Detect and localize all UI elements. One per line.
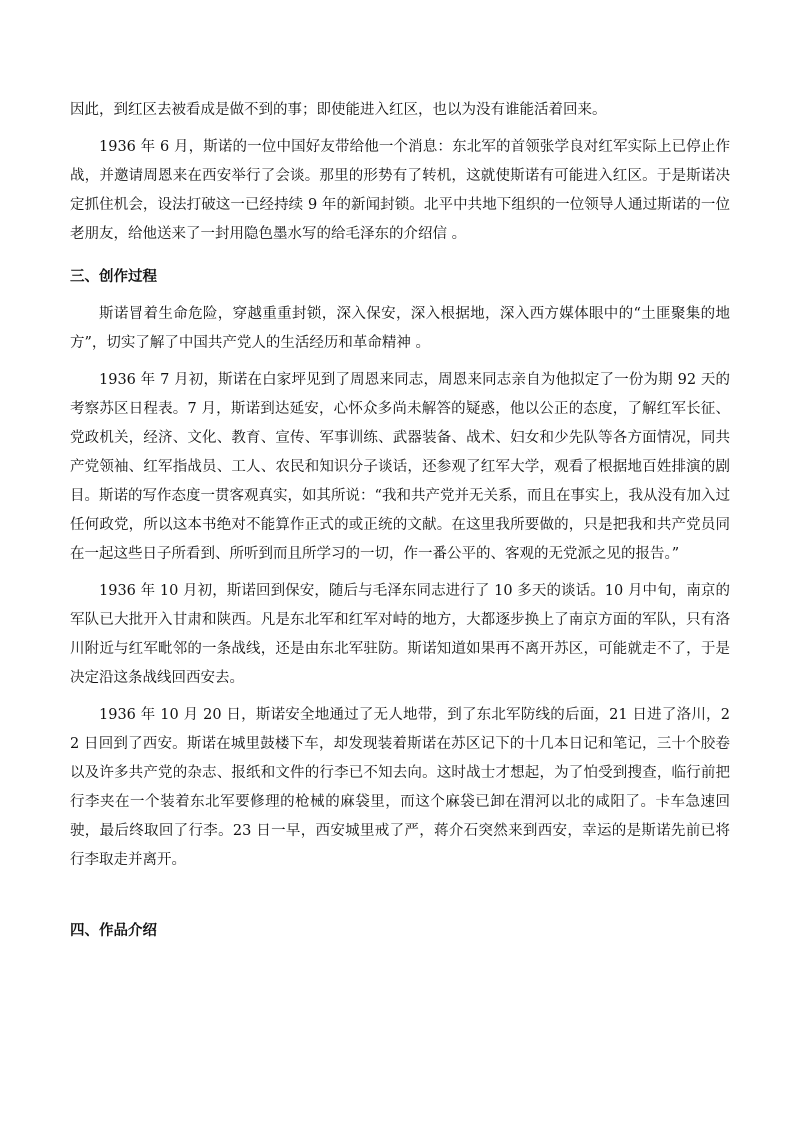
paragraph: 1936 年 10 月 20 日，斯诺安全地通过了无人地带，到了东北军防线的后面，21 日进了洛川，22 日回到了西安。斯诺在城里鼓楼下车，却发现装着斯诺在苏区记下的十几本日记和笔记，三十个胶卷以及许多共产党的杂志、报纸和文件的行李已不知去向。这时战士才想起，为了怕受到搜查，临行前把行李夹在一个装着东北军要修理的枪械的麻袋里，而这个麻袋已卸在渭河以北的咸阳了。卡车急速回驶，最后终取回了行李。23 日一早，西安城里戒了严，蒋介石突然来到西安，幸运的是斯诺先前已将行李取走并离开。 — [70, 707, 730, 868]
section-heading-creation-process: 三、创作过程 — [70, 269, 157, 285]
section-heading-work-introduction: 四、作品介绍 — [70, 923, 157, 939]
paragraph: 因此，到红区去被看成是做不到的事；即使能进入红区，也以为没有谁能活着回来。 — [70, 102, 607, 118]
document-body — [70, 96, 730, 946]
paragraph: 1936 年 7 月初，斯诺在白家坪见到了周恩来同志，周恩来同志亲自为他拟定了一份为期 92 天的考察苏区日程表。7 月，斯诺到达延安，心怀众多尚未解答的疑惑，他以公正的态度，了解红军长征、党政机关，经济、文化、教育、宣传、军事训练、武器装备、战术、妇女和少先队等各方面情况，同共产党领袖、红军指战员、工人、农民和知识分子谈话，还参观了红军大学，观看了根据地百姓排演的剧目。斯诺的写作态度一贯客观真实，如其所说：“我和共产党并无关系，而且在事实上，我从没有加入过任何政党，所以这本书绝对不能算作正式的或正统的文献。在这里我所要做的，只是把我和共产党员同在一起这些日子所看到、所听到而且所学习的一切，作一番公平的、客观的无党派之见的报告。” — [70, 372, 730, 562]
paragraph: 1936 年 6 月，斯诺的一位中国好友带给他一个消息：东北军的首领张学良对红军实际上已停止作战，并邀请周恩来在西安举行了会谈。那里的形势有了转机，这就使斯诺有可能进入红区。于是斯诺决定抓住机会，设法打破这一已经持续 9 年的新闻封锁。北平中共地下组织的一位领导人通过斯诺的一位老朋友，给他送来了一封用隐色墨水写的给毛泽东的介绍信 。 — [70, 139, 730, 242]
paragraph: 斯诺冒着生命危险，穿越重重封锁，深入保安，深入根据地，深入西方媒体眼中的“土匪聚集的地方”，切实了解了中国共产党人的生活经历和革命精神 。 — [70, 306, 730, 351]
paragraph: 1936 年 10 月初，斯诺回到保安，随后与毛泽东同志进行了 10 多天的谈话。10 月中旬，南京的军队已大批开入甘肃和陕西。凡是东北军和红军对峙的地方，大都逐步换上了南京方面的军队，只有洛川附近与红军毗邻的一条战线，还是由东北军驻防。斯诺知道如果再不离开苏区，可能就走不了，于是决定沿这条战线回西安去。 — [70, 583, 730, 686]
